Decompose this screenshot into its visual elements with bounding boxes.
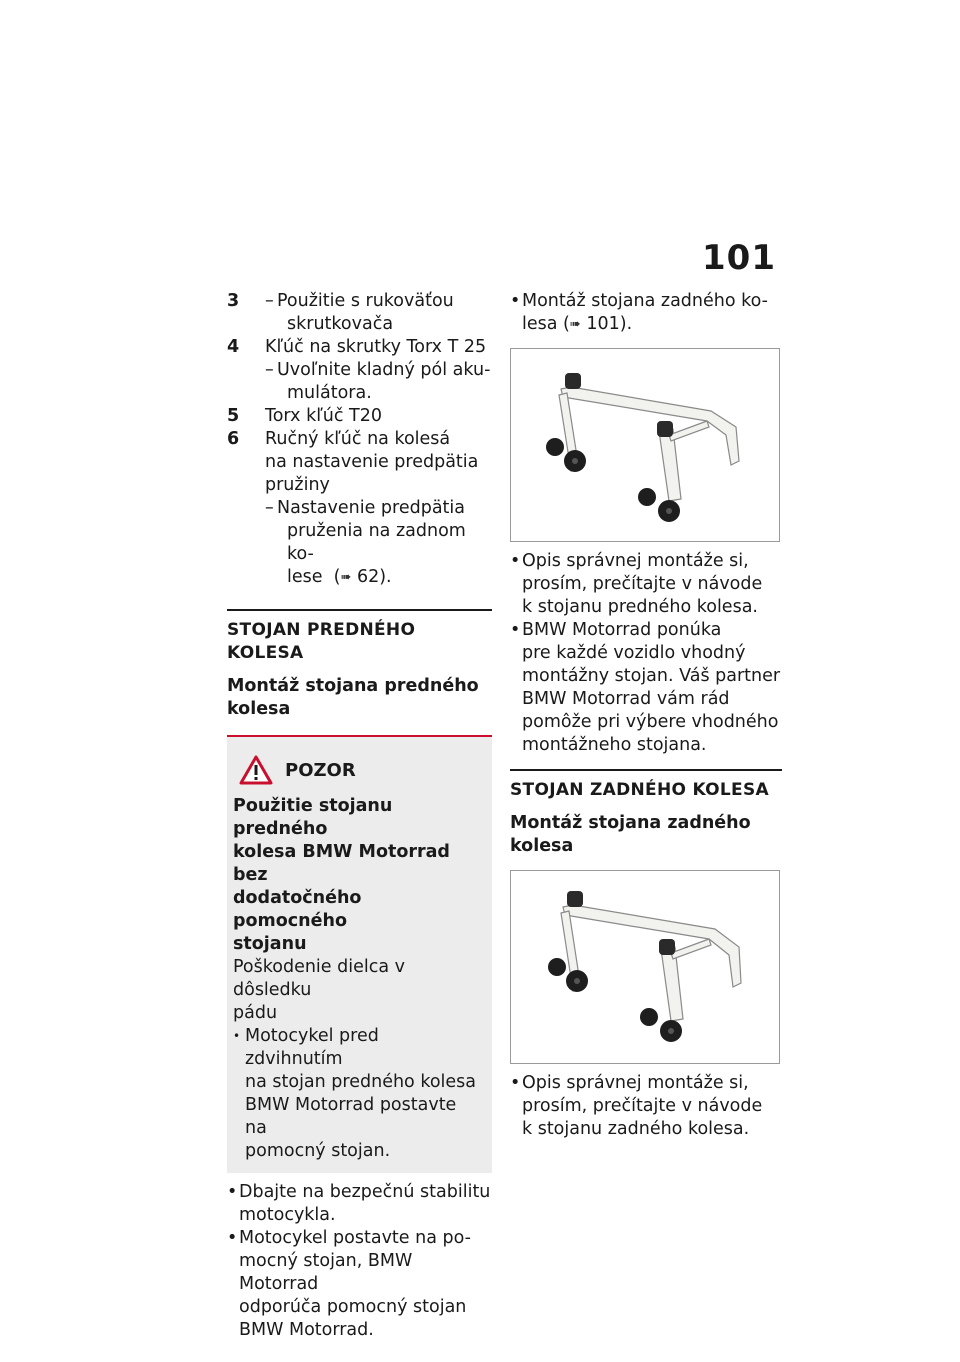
usage-ref-line: lese (➠ 62). [287, 567, 392, 587]
subsection-title-front: Montáž stojana predného kolesa [227, 676, 479, 719]
item-number: 6 [227, 429, 240, 449]
warning-heading: Použitie stojanu predného kolesa BMW Motorrad bez dodatočného pomocného stojanu [233, 796, 450, 954]
warning-action: • Motocykel pred zdvihnutím na stojan predného kolesa BMW Motorrad postavte na pomocný stojan. [233, 1026, 477, 1161]
item-number: 3 [227, 291, 240, 311]
front-wheel-stand-image [510, 348, 780, 542]
tool-item-5 [227, 405, 492, 428]
usage-line: skrutkovača [287, 314, 394, 334]
item-text: pružiny [265, 475, 330, 495]
list-item: • Dbajte na bezpečnú stabilitu motocykla. [227, 1182, 491, 1225]
list-item: • Motocykel postavte na po- mocný stojan, BMW Motorrad odporúča pomocný stojan BMW Motorrad. [227, 1228, 471, 1340]
warning-label: POZOR [285, 759, 356, 781]
warning-consequence: Poškodenie dielca v dôsledku pádu [233, 957, 405, 1023]
list-item: • BMW Motorrad ponúka pre každé vozidlo vhodný montážny stojan. Váš partner BMW Motorrad vám rád pomôže pri výbere vhodného montážneho stojana. [510, 620, 781, 755]
subsection-title-rear: Montáž stojana zadného kolesa [510, 813, 751, 856]
left-column [227, 290, 492, 1342]
usage-line: mulátora. [287, 383, 372, 403]
item-text: Torx kľúč T20 [265, 406, 382, 426]
page-number: 101 [702, 238, 776, 278]
right-column [510, 290, 782, 1141]
list-item: • Montáž stojana zadného ko- lesa (➠ 101). [510, 291, 768, 334]
page-reference[interactable]: 62). [356, 567, 392, 587]
item-number: 4 [227, 337, 240, 357]
tool-item-4-usage: – Uvoľnite kladný pól aku- mulátora. [265, 360, 491, 403]
front-stand-bullets [227, 1181, 492, 1342]
reference-arrow-icon: ➠ [340, 570, 352, 585]
page-reference[interactable]: 101). [586, 314, 633, 334]
tool-item-3-usage: – Použitie s rukoväťou skrutkovača [227, 290, 492, 336]
item-text: Ručný kľúč na kolesá [265, 429, 451, 449]
front-stand-info-bullets [510, 550, 782, 757]
list-item: • Opis správnej montáže si, prosím, prečítajte v návode k stojanu zadného kolesa. [510, 1073, 763, 1139]
item-number: 5 [227, 406, 240, 426]
usage-line: Použitie s rukoväťou [277, 291, 454, 311]
tool-item-6 [227, 428, 492, 497]
usage-line: Nastavenie predpätia [277, 498, 465, 518]
tool-item-6-usage: – Nastavenie predpätia pruženia na zadnom ko- lese (➠ 62). [227, 497, 492, 589]
item-text: na nastavenie predpätia [265, 452, 479, 472]
section-title-rear: STOJAN ZADNÉHO KOLESA [510, 769, 782, 802]
tool-item-4 [227, 336, 492, 359]
item-text: Kľúč na skrutky Torx T 25 [265, 337, 487, 357]
section-title-front: STOJAN PREDNÉHO KOLESA [227, 609, 492, 665]
rear-wheel-stand-image [510, 870, 780, 1064]
usage-line: Uvoľnite kladný pól aku- [277, 360, 491, 380]
warning-header [233, 755, 480, 785]
warning-box [227, 735, 492, 1173]
warning-triangle-icon [239, 755, 273, 785]
usage-line: pruženia na zadnom ko- [287, 521, 466, 564]
list-item: • Opis správnej montáže si, prosím, prečítajte v návode k stojanu predného kolesa. [510, 551, 763, 617]
rear-stand-info-bullets [510, 1072, 782, 1141]
reference-arrow-icon: ➠ [569, 317, 581, 332]
